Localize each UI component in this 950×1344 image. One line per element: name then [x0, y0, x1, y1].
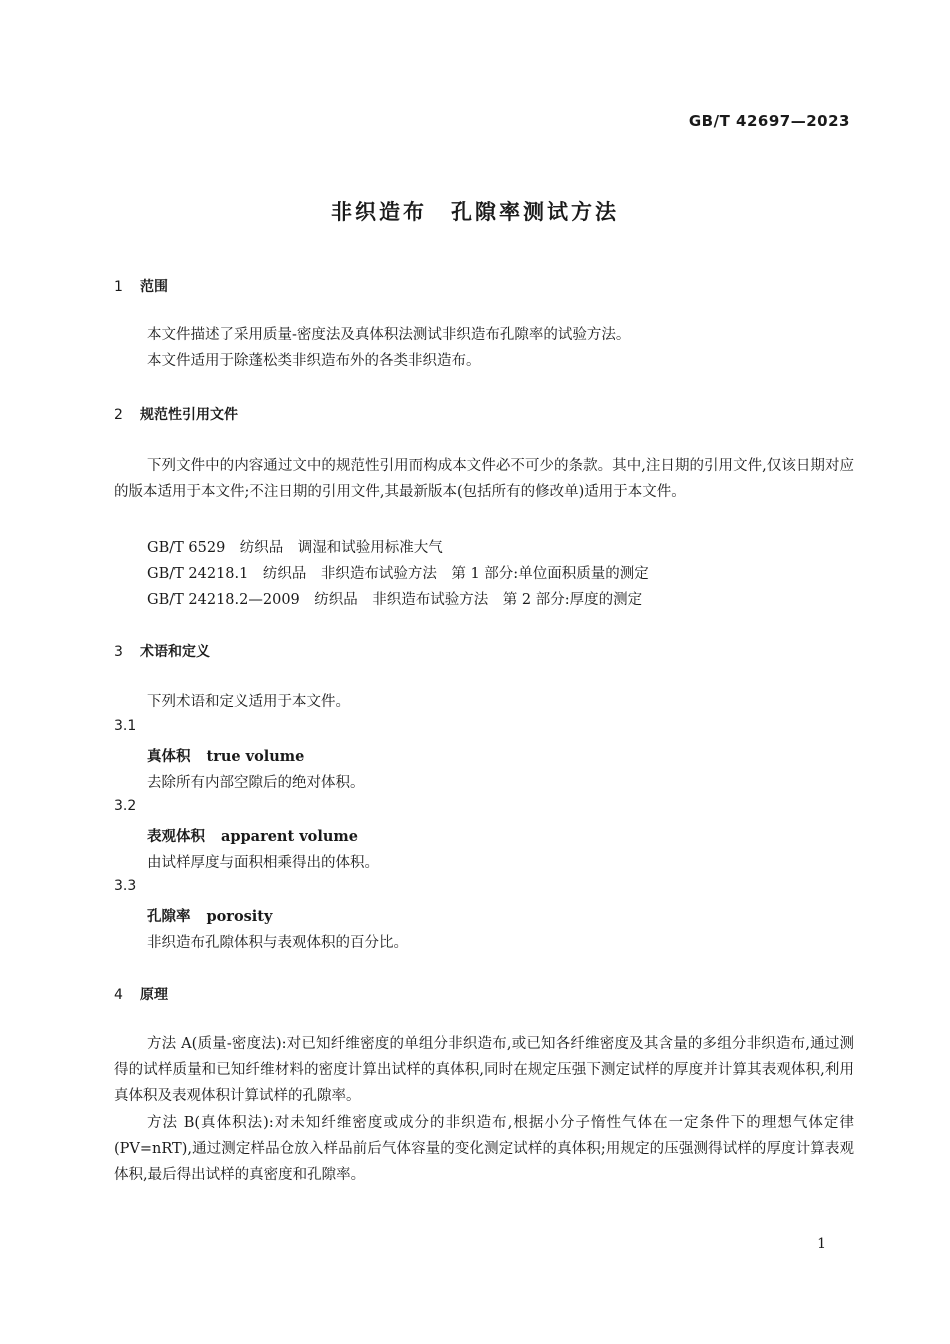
section-title: 范围 — [140, 279, 168, 295]
term-definition: 去除所有内部空隙后的绝对体积。 — [147, 775, 365, 791]
term-chinese: 孔隙率 — [147, 909, 191, 925]
section-number: 4 — [114, 987, 123, 1003]
term-english: true volume — [206, 748, 305, 765]
normative-reference: GB/T 24218.1 纺织品 非织造布试验方法 第 1 部分:单位面积质量的测定 — [147, 566, 649, 582]
section-number: 1 — [114, 279, 123, 295]
term-number: 3.2 — [114, 798, 137, 814]
section-2-paragraph-1: 下列文件中的内容通过文中的规范性引用而构成本文件必不可少的条款。其中,注日期的引用文件,仅该日期对应的版本适用于本文件;不注日期的引用文件,其最新版本(包括所有的修改单)适用于本文件。 — [114, 458, 854, 500]
document-title: 非织造布 孔隙率测试方法 — [331, 200, 619, 224]
term-heading — [147, 905, 272, 926]
section-1-heading — [114, 276, 168, 296]
section-title: 术语和定义 — [140, 644, 210, 660]
section-3-heading — [114, 641, 210, 661]
section-2-heading — [114, 404, 238, 424]
section-4-paragraph-2: 方法 B(真体积法):对未知纤维密度或成分的非织造布,根据小分子惰性气体在一定条件下的理想气体定律(PV=nRT),通过测定样品仓放入样品前后气体容量的变化测定试样的真体积;用规定的压强测得试样的厚度计算表观体积,最后得出试样的真密度和孔隙率。 — [114, 1115, 854, 1183]
term-number: 3.1 — [114, 718, 137, 734]
standard-code: GB/T 42697—2023 — [688, 112, 850, 130]
term-definition: 非织造布孔隙体积与表观体积的百分比。 — [147, 935, 408, 951]
section-4-heading — [114, 984, 168, 1004]
term-chinese: 真体积 — [147, 749, 191, 765]
section-1-paragraph-1: 本文件描述了采用质量-密度法及真体积法测试非织造布孔隙率的试验方法。 — [147, 327, 631, 343]
term-heading — [147, 745, 304, 766]
section-3-intro: 下列术语和定义适用于本文件。 — [147, 694, 350, 710]
section-title: 原理 — [140, 987, 168, 1003]
term-chinese: 表观体积 — [147, 829, 205, 845]
section-number: 3 — [114, 644, 123, 660]
normative-reference: GB/T 6529 纺织品 调湿和试验用标准大气 — [147, 540, 443, 556]
term-english: porosity — [206, 908, 273, 925]
page-number: 1 — [817, 1236, 826, 1252]
term-heading — [147, 825, 358, 846]
section-1-paragraph-2: 本文件适用于除蓬松类非织造布外的各类非织造布。 — [147, 353, 481, 369]
term-number: 3.3 — [114, 878, 137, 894]
term-english: apparent volume — [221, 828, 358, 845]
section-number: 2 — [114, 407, 123, 423]
term-definition: 由试样厚度与面积相乘得出的体积。 — [147, 855, 379, 871]
normative-reference: GB/T 24218.2—2009 纺织品 非织造布试验方法 第 2 部分:厚度的测定 — [147, 592, 643, 608]
section-4-paragraph-1: 方法 A(质量-密度法):对已知纤维密度的单组分非织造布,或已知各纤维密度及其含量的多组分非织造布,通过测得的试样质量和已知纤维材料的密度计算出试样的真体积,同时在规定压强下测定试样的厚度并计算其表观体积,利用真体积及表观体积计算试样的孔隙率。 — [114, 1036, 854, 1104]
section-title: 规范性引用文件 — [140, 407, 238, 423]
